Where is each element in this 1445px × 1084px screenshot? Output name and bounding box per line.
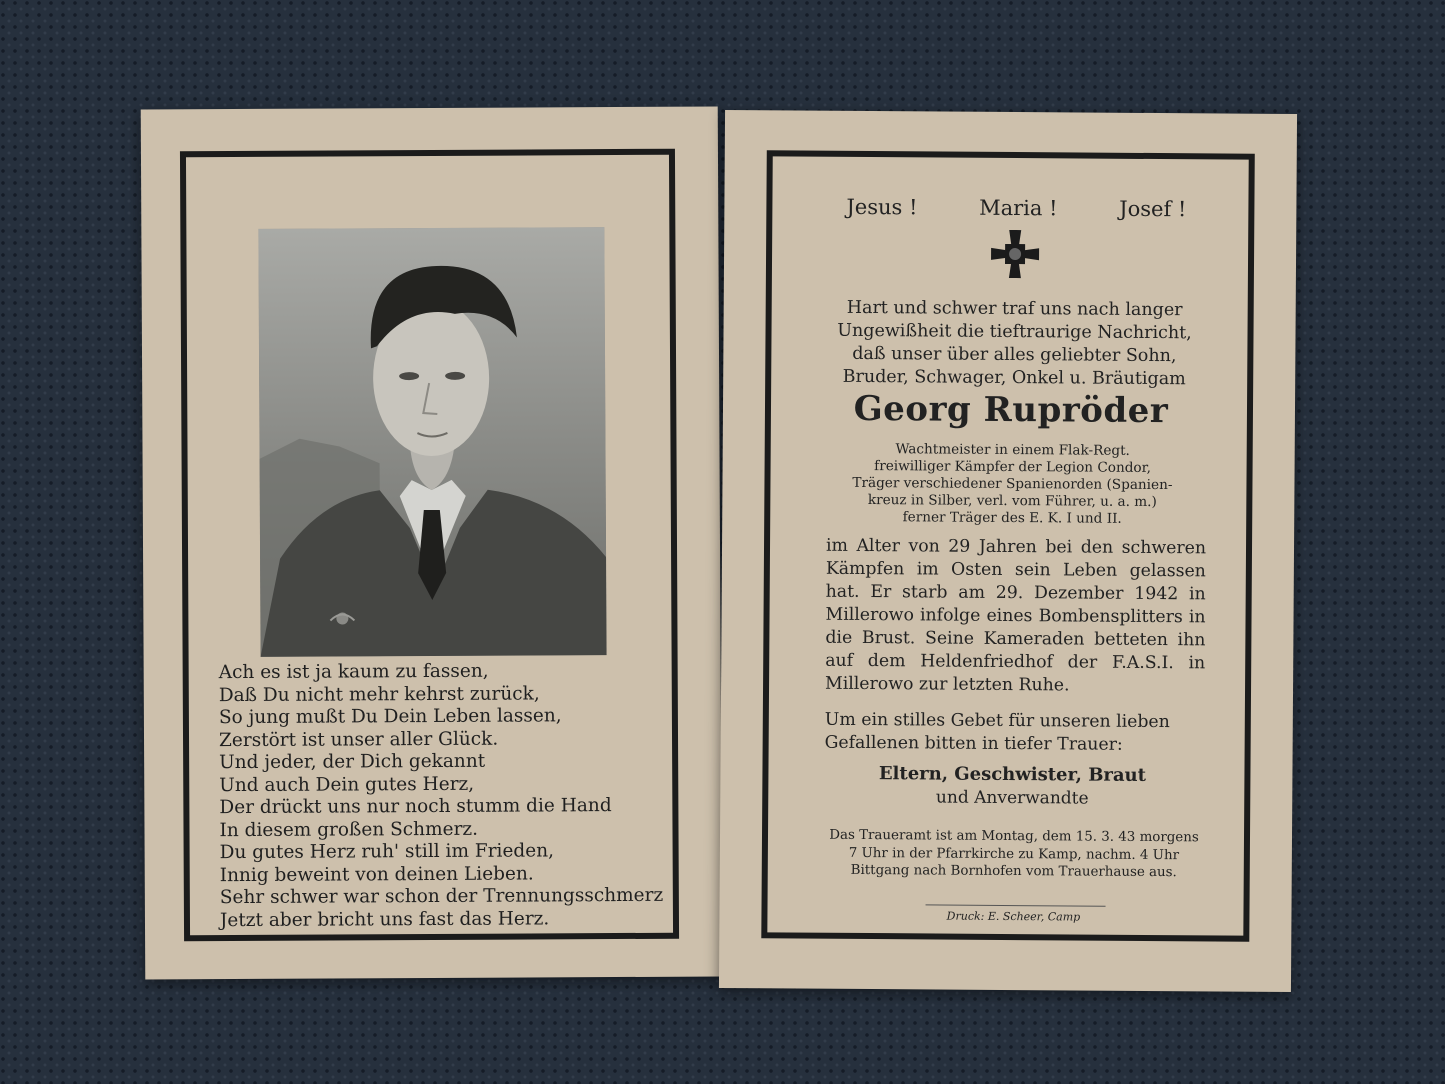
rank-line: ferner Träger des E. K. I und II. — [902, 509, 1122, 527]
invocation — [846, 195, 1186, 221]
rank-line: freiwilliger Kämpfer der Legion Condor, — [874, 458, 1152, 476]
poem-text — [218, 660, 664, 932]
poem-line: Du gutes Herz ruh' still im Frieden, — [219, 840, 555, 864]
ranks-list — [822, 441, 1203, 529]
rank-line: Träger verschiedener Spanienorden (Spanien- — [852, 474, 1173, 494]
left-card — [141, 106, 723, 979]
right-card — [719, 110, 1297, 992]
intro-text: Hart und schwer traf uns nach langer Ungewißheit die tieftraurige Nachricht, daß unser über alles geliebter Sohn, Bruder, Schwager, Onkel u. Bräutigam — [837, 297, 1192, 390]
poem-line: Der drückt uns nur noch stumm die Hand — [219, 795, 612, 819]
invocation-jesus: Jesus ! — [846, 194, 918, 220]
poem-line: So jung mußt Du Dein Leben lassen, — [218, 705, 562, 729]
poem-line: Ach es ist ja kaum zu fassen, — [218, 660, 489, 684]
invocation-josef: Josef ! — [1119, 196, 1187, 222]
invocation-maria: Maria ! — [979, 195, 1058, 221]
prayer-request: Um ein stilles Gebet für unseren lieben Gefallenen bitten in tiefer Trauer: — [824, 709, 1170, 755]
death-text: im Alter von 29 Jahren bei den schweren Kämpfen im Osten sein Leben gelassen hat. Er starb am 29. Dezember 1942 in Millerowo infolge eines Bombensplitters in die Brust. Seine Kameraden betteten ihn auf dem Heldenfriedhof der F.A.S.I. in Millerowo zur letzten Ruhe. — [824, 535, 1207, 696]
portrait-photo — [258, 227, 606, 657]
left-border-frame — [180, 149, 679, 942]
deceased-name: Georg Rupröder — [853, 388, 1169, 432]
printer-credit: Druck: E. Scheer, Camp — [946, 909, 1081, 924]
soldier-portrait-image — [258, 227, 606, 657]
right-border-frame — [761, 150, 1254, 941]
poem-line: Jetzt aber bricht uns fast das Herz. — [219, 907, 550, 931]
relatives-signature: und Anverwandte — [935, 787, 1089, 809]
family-signature: Eltern, Geschwister, Braut — [878, 763, 1147, 786]
poem-line: Sehr schwer war schon der Trennungsschmerz — [219, 884, 664, 909]
poem-line: Und jeder, der Dich gekannt — [219, 750, 486, 774]
poem-line: Zerstört ist unser aller Glück. — [218, 728, 499, 751]
poem-line: Daß Du nicht mehr kehrst zurück, — [218, 682, 540, 706]
poem-line: Innig beweint von deinen Lieben. — [219, 862, 534, 886]
service-info: Das Traueramt ist am Montag, dem 15. 3. 43 morgens 7 Uhr in der Pfarrkirche zu Kamp, nachm. 4 Uhr Bittgang nach Bornhofen vom Trauerhause aus. — [829, 827, 1199, 881]
printer-divider — [926, 904, 1106, 906]
iron-cross-icon — [989, 228, 1041, 280]
rank-line: kreuz in Silber, verl. vom Führer, u. a. m.) — [867, 492, 1157, 511]
poem-line: In diesem großen Schmerz. — [219, 818, 479, 841]
poem-line: Und auch Dein gutes Herz, — [219, 773, 475, 796]
rank-line: Wachtmeister in einem Flak-Regt. — [895, 441, 1130, 459]
